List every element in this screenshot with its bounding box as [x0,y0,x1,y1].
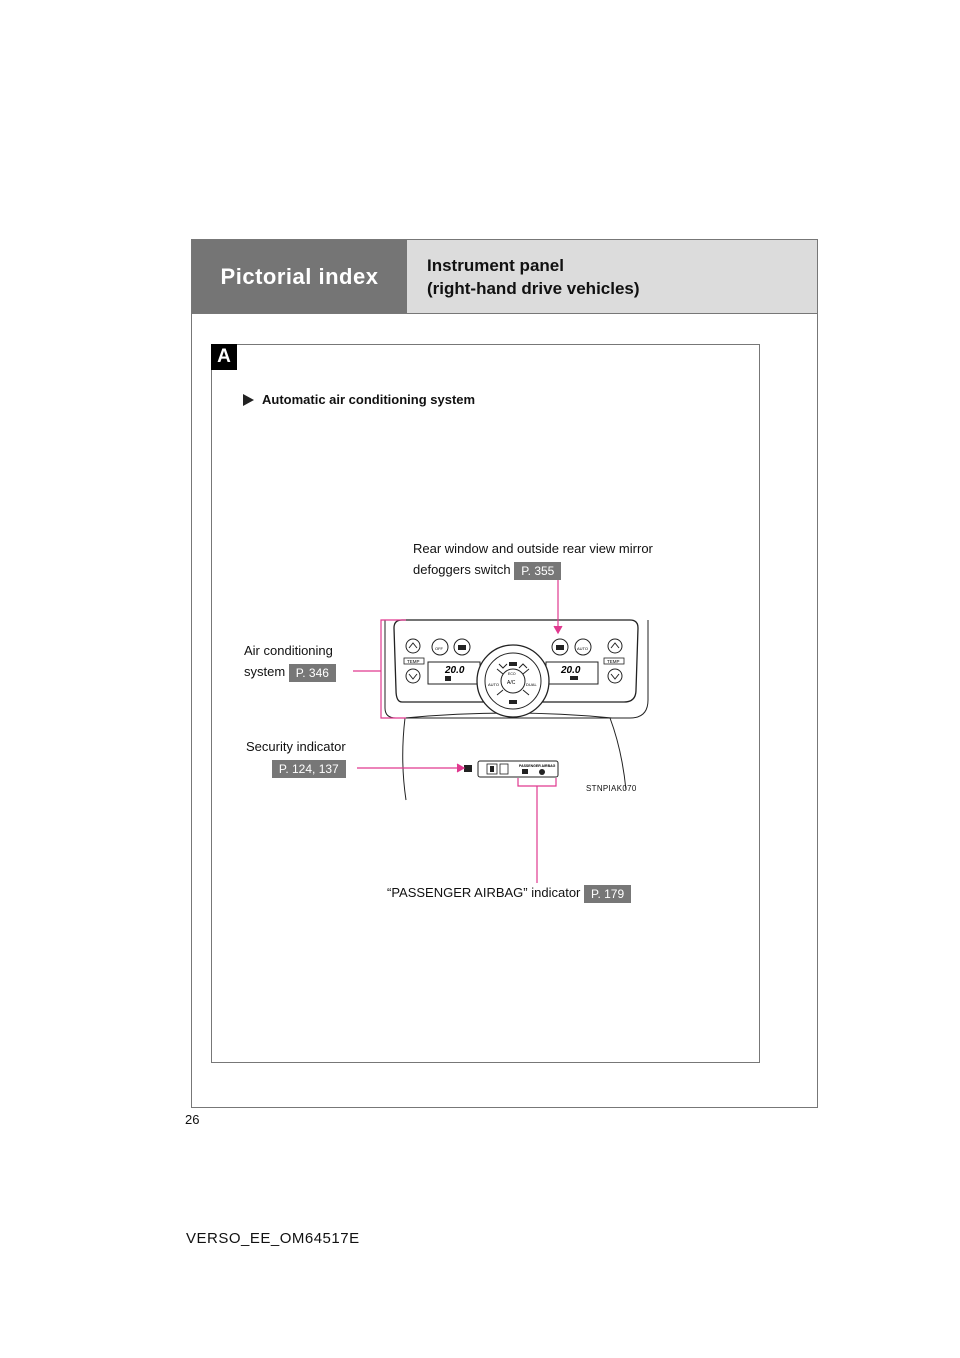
svg-text:DUAL: DUAL [526,682,537,687]
temp-label-left: TEMP [407,659,420,664]
dash-left-edge [403,718,406,800]
temp-up-left-button [406,639,420,653]
lock-icon [464,765,472,772]
page-ref-179[interactable]: P. 179 [584,885,631,903]
callout-air-conditioning: Air conditioning system P. 346 [244,640,336,682]
svg-text:A/C: A/C [507,680,516,686]
dash-right-edge [610,718,626,790]
svg-text:AUTO: AUTO [488,682,500,687]
svg-text:OFF: OFF [435,646,443,651]
section-title: Pictorial index [192,240,407,313]
callout-security-indicator: Security indicator P. 124, 137 [246,739,346,776]
passenger-airbag-lamp: PASSENGER AIRBAG [519,764,556,768]
svg-text:ECO: ECO [508,672,516,676]
svg-text:AUTO: AUTO [577,646,589,651]
svg-text:20.0: 20.0 [561,665,581,676]
temp-down-left-button [406,669,420,683]
page-title-line2: (right-hand drive vehicles) [427,279,640,298]
callout-rear-defogger: Rear window and outside rear view mirror defoggers switch P. 355 [413,541,653,578]
section-badge: A [211,344,237,370]
page-ref-355[interactable]: P. 355 [514,562,561,580]
page-title-line1: Instrument panel [427,256,564,275]
temp-down-right-button [608,669,622,683]
svg-text:20.0: 20.0 [445,665,465,676]
temp-label-right: TEMP [607,659,620,664]
temp-up-right-button [608,639,622,653]
subsection-title: Automatic air conditioning system [262,392,476,407]
document-id: VERSO_EE_OM64517E [186,1230,360,1247]
illustration-code: STNPIAK070 [586,784,637,793]
page-number: 26 [185,1112,200,1127]
page-ref-124-137[interactable]: P. 124, 137 [272,760,346,778]
callout-passenger-airbag: “PASSENGER AIRBAG” indicator P. 179 [387,882,631,903]
page-ref-346[interactable]: P. 346 [289,664,336,682]
